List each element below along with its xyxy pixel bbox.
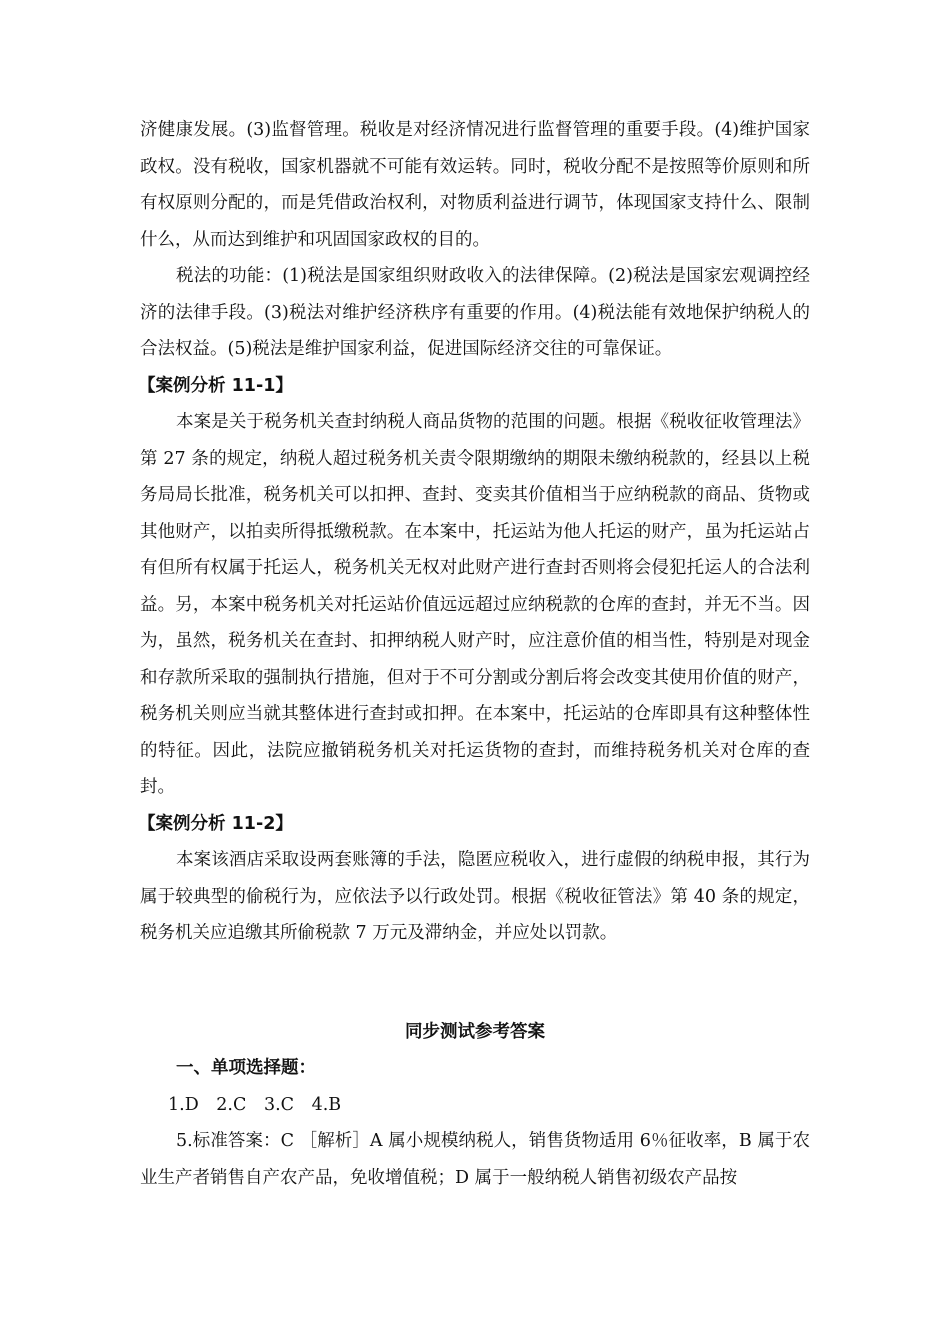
answers-1-4: 1.D 2.C 3.C 4.B bbox=[168, 1094, 342, 1115]
case-analysis-11-1-heading: 【案例分析 11-1】 bbox=[138, 375, 293, 396]
section-spacer bbox=[140, 952, 810, 976]
answers-section-title: 同步测试参考答案 bbox=[405, 1021, 545, 1042]
case-analysis-11-2-body: 本案该酒店采取设两套账簿的手法，隐匿应税收入，进行虚假的纳税申报，其行为属于较典型的偷税行为，应依法予以行政处罚。根据《税收征管法》第 40 条的规定，税务机关应追缴其所偷税款 7 万元及滞纳金，并应处以罚款。 bbox=[140, 850, 810, 943]
single-choice-heading: 一、单项选择题： bbox=[176, 1058, 316, 1078]
paragraph-tax-law-functions: 税法的功能：(1)税法是国家组织财政收入的法律保障。(2)税法是国家宏观调控经济的法律手段。(3)税法对维护经济秩序有重要的作用。(4)税法能有效地保护纳税人的合法权益。(5)税法是维护国家利益，促进国际经济交往的可靠保证。 bbox=[140, 266, 810, 359]
case-analysis-11-1-body: 本案是关于税务机关查封纳税人商品货物的范围的问题。根据《税收征收管理法》第 27 条的规定，纳税人超过税务机关责令限期缴纳的期限未缴纳税款的，经县以上税务局局长批准，税务机关可以扣押、查封、变卖其价值相当于应纳税款的商品、货物或其他财产，以拍卖所得抵缴税款。在本案中，托运站为他人托运的财产，虽为托运站占有但所有权属于托运人，税务机关无权对此财产进行查封否则将会侵犯托运人的合法利益。另，本案中税务机关对托运站价值远远超过应纳税款的仓库的查封，并无不当。因为，虽然，税务机关在查封、扣押纳税人财产时，应注意价值的相当性，特别是对现金和存款所采取的强制执行措施，但对于不可分割或分割后将会改变其使用价值的财产，税务机关则应当就其整体进行查封或扣押。在本案中，托运站的仓库即具有这种整体性的特征。因此，法院应撤销税务机关对托运货物的查封，而维持税务机关对仓库的查封。 bbox=[140, 412, 810, 797]
answer-5-explanation: 5.标准答案：C ［解析］A 属小规模纳税人，销售货物适用 6％征收率，B 属于农业生产者销售自产农产品，免收增值税；D 属于一般纳税人销售初级农产品按 bbox=[140, 1131, 810, 1188]
case-analysis-11-2-heading: 【案例分析 11-2】 bbox=[138, 813, 293, 834]
document-page bbox=[140, 112, 810, 1196]
paragraph-tax-functions: 济健康发展。(3)监督管理。税收是对经济情况进行监督管理的重要手段。(4)维护国家政权。没有税收，国家机器就不可能有效运转。同时，税收分配不是按照等价原则和所有权原则分配的，而是凭借政治权利，对物质利益进行调节，体现国家支持什么、限制什么，从而达到维护和巩固国家政权的目的。 bbox=[140, 120, 810, 250]
